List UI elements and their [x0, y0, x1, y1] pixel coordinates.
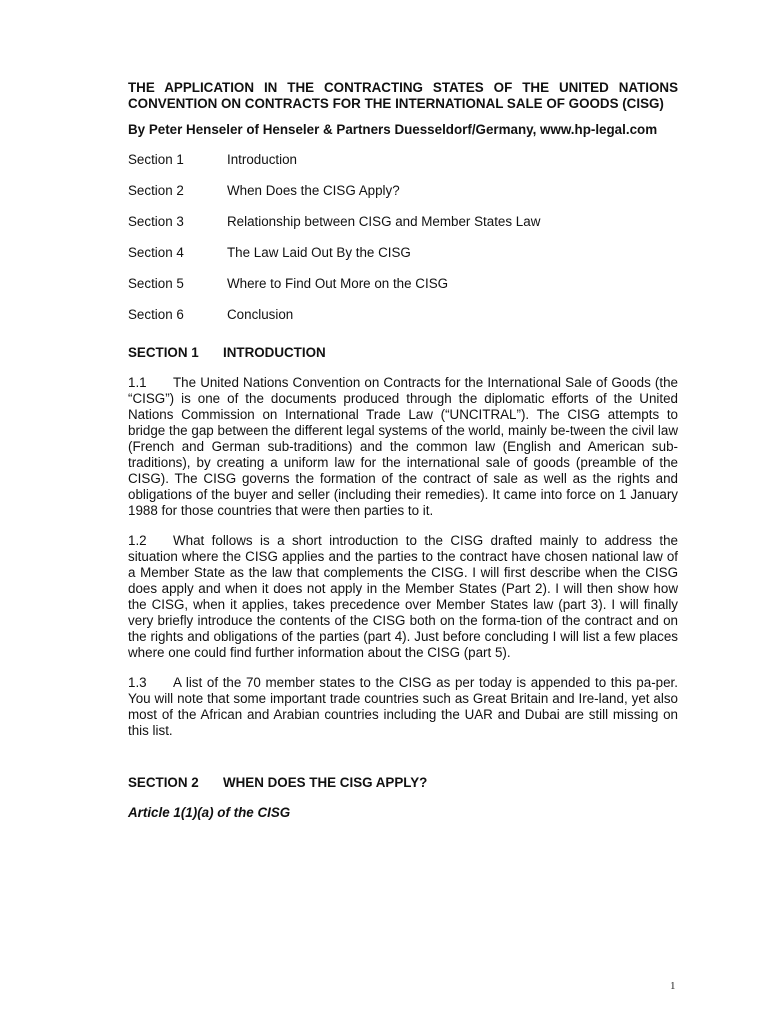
toc-section-number: Section 3 [128, 214, 184, 229]
toc-entry [128, 307, 678, 323]
toc-section-label: The Law Laid Out By the CISG [227, 245, 411, 260]
paragraph-1-3 [128, 675, 678, 739]
toc-section-number: Section 6 [128, 307, 184, 322]
toc-section-label: Relationship between CISG and Member States Law [227, 214, 541, 229]
toc-section-label: Introduction [227, 152, 297, 167]
paragraph-number: 1.3 [128, 675, 147, 690]
toc-section-number: Section 4 [128, 245, 184, 260]
section-number: SECTION 2 [128, 775, 199, 790]
toc-section-number: Section 5 [128, 276, 184, 291]
section-title: INTRODUCTION [223, 345, 326, 360]
toc-entry [128, 276, 678, 292]
toc-entry [128, 214, 678, 230]
section-title: WHEN DOES THE CISG APPLY? [223, 775, 428, 790]
toc-section-label: Conclusion [227, 307, 294, 322]
paragraph-1-1 [128, 375, 678, 519]
table-of-contents [128, 152, 678, 323]
page-number: 1 [670, 980, 676, 992]
section-1-heading [128, 345, 678, 361]
toc-section-label: When Does the CISG Apply? [227, 183, 400, 198]
paragraph-text: What follows is a short introduction to the CISG drafted mainly to address the situation where the CISG applies and the parties to the contract have chosen national law of a Member State as the law that complements the CISG. I will first describe when the CISG does apply and when it does not apply in the Member States (Part 2). I will then show how the CISG, when it applies, takes precedence over Member States law (part 3). I will finally very briefly introduce the contents of the CISG both on the forma-tion of the contract and on the rights and obligations of the parties (part 4). Just before concluding I will list a few places where one could find further information about the CISG (part 5). [128, 533, 678, 660]
paragraph-text: A list of the 70 member states to the CISG as per today is appended to this pa-per. You will note that some important trade countries such as Great Britain and Ire-land, yet also most of the African and Arabian countries including the UAR and Dubai are still missing on this list. [128, 675, 678, 738]
paragraph-number: 1.1 [128, 375, 147, 390]
article-subheading: Article 1(1)(a) of the CISG [128, 805, 291, 820]
toc-entry [128, 245, 678, 261]
section-number: SECTION 1 [128, 345, 199, 360]
document-title: THE APPLICATION IN THE CONTRACTING STATES OF THE UNITED NATIONS CONVENTION ON CONTRACTS FOR THE INTERNATIONAL SALE OF GOODS (CISG) [128, 80, 678, 111]
document-page [128, 80, 678, 821]
section-2-heading [128, 775, 678, 791]
toc-section-number: Section 1 [128, 152, 184, 167]
paragraph-number: 1.2 [128, 533, 147, 548]
toc-section-label: Where to Find Out More on the CISG [227, 276, 449, 291]
toc-section-number: Section 2 [128, 183, 184, 198]
paragraph-1-2 [128, 533, 678, 661]
toc-entry [128, 152, 678, 168]
document-byline: By Peter Henseler of Henseler & Partners Duesseldorf/Germany, www.hp-legal.com [128, 122, 658, 137]
paragraph-text: The United Nations Convention on Contracts for the International Sale of Goods (the “CISG”) is one of the documents produced through the diplomatic efforts of the United Nations Commission on International Trade Law (“UNCITRAL”). The CISG attempts to bridge the gap between the different legal systems of the world, mainly be-tween the civil law (French and German sub-traditions) and the common law (English and American sub-traditions), by creating a uniform law for the international sale of goods (preamble of the CISG). The CISG governs the formation of the contract of sale as well as the rights and obligations of the buyer and seller (including their remedies). It came into force on 1 January 1988 for those countries that were then parties to it. [128, 375, 678, 518]
toc-entry [128, 183, 678, 199]
